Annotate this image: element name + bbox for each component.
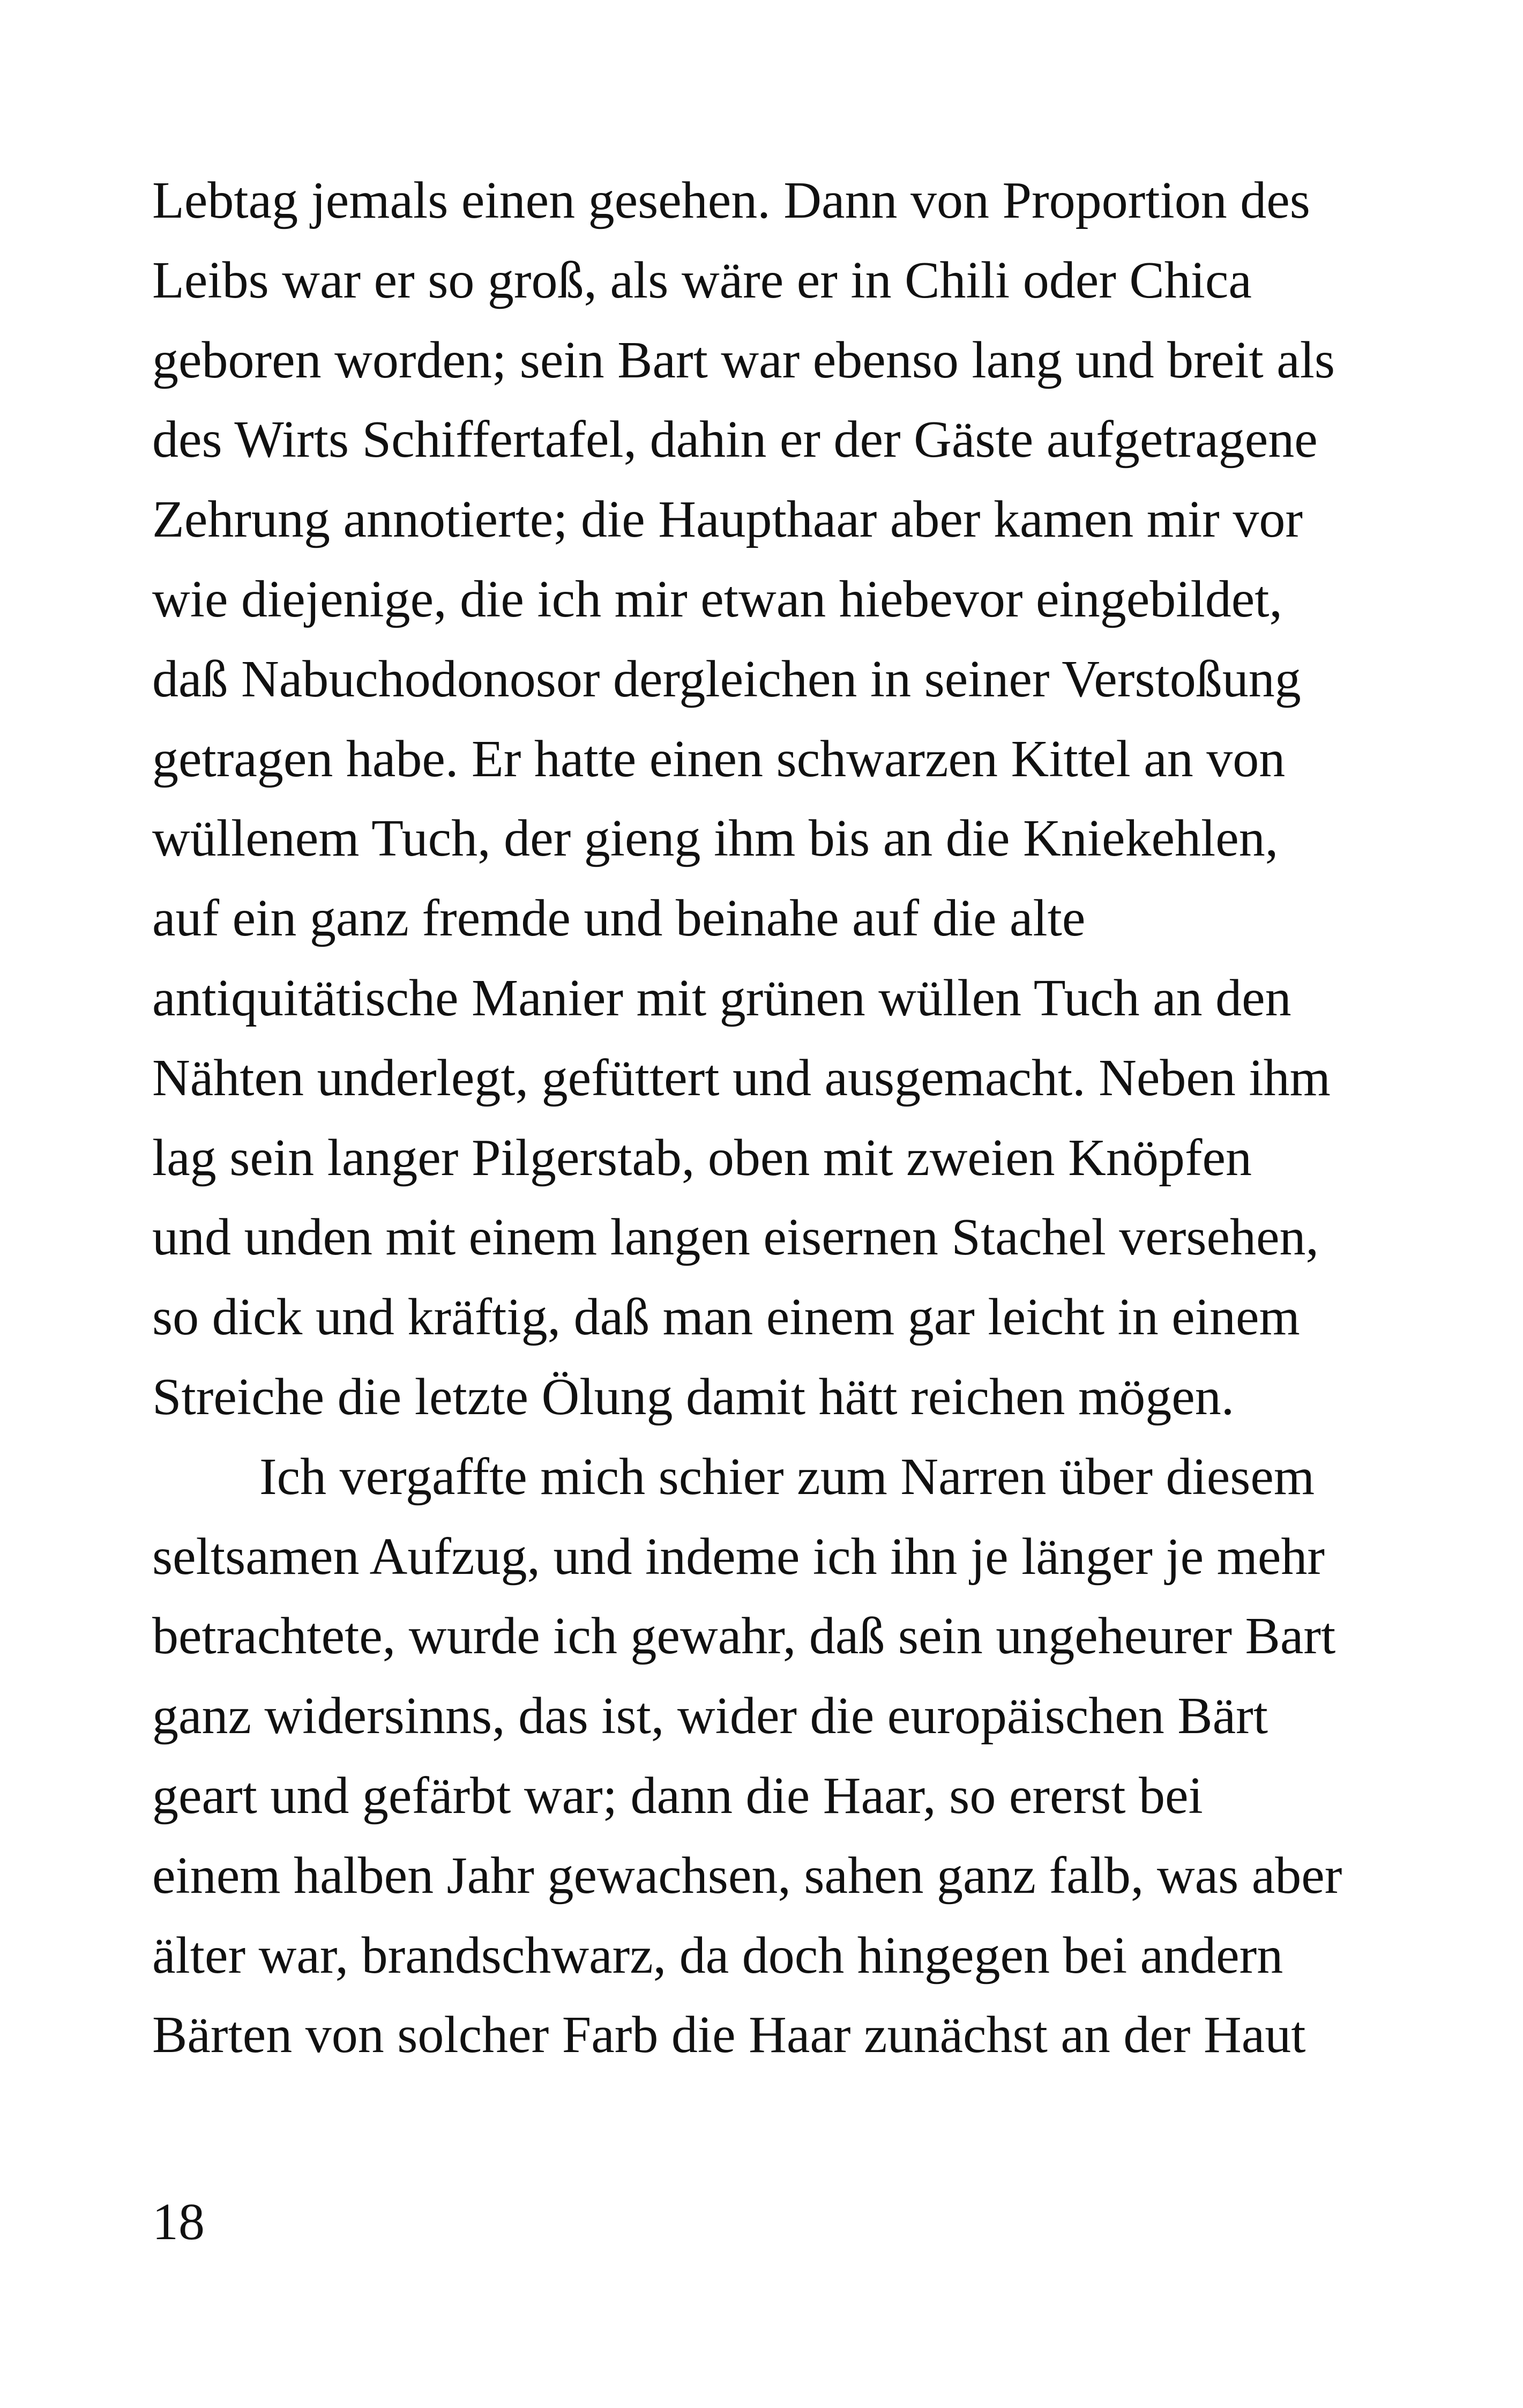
text-line: wie diejenige, die ich mir etwan hiebevor eingebildet, [152, 570, 1282, 628]
text-line: Bärten von solcher Farb die Haar zunächst an der Haut [152, 2006, 1306, 2064]
text-line: betrachtete, wurde ich gewahr, daß sein ungeheurer Bart [152, 1607, 1336, 1666]
text-line: ganz widersinns, das ist, wider die europäischen Bärt [152, 1687, 1268, 1745]
text-line: Lebtag jemals einen gesehen. Dann von Proportion des [152, 172, 1310, 229]
text-line: daß Nabuchodonosor dergleichen in seiner Verstoßung [152, 650, 1301, 708]
text-line: einem halben Jahr gewachsen, sahen ganz falb, was aber [152, 1846, 1342, 1905]
text-line: geart und gefärbt war; dann die Haar, so ererst bei [152, 1766, 1203, 1825]
paragraph-first-line: Ich vergaffte mich schier zum Narren über diesem [259, 1447, 1315, 1506]
text-line: des Wirts Schiffertafel, dahin er der Gäste aufgetragene [152, 411, 1318, 469]
text-line: älter war, brandschwarz, da doch hingegen bei andern [152, 1926, 1283, 1985]
text-line: getragen habe. Er hatte einen schwarzen Kittel an von [152, 730, 1286, 788]
text-line: und unden mit einem langen eisernen Stachel versehen, [152, 1208, 1319, 1267]
text-line: Streiche die letzte Ölung damit hätt reichen mögen. [152, 1367, 1235, 1426]
text-line: Leibs war er so groß, als wäre er in Chili oder Chica [152, 251, 1252, 309]
text-line: wüllenem Tuch, der gieng ihm bis an die Kniekehlen, [152, 809, 1279, 868]
text-line: Nähten underlegt, gefüttert und ausgemacht. Neben ihm [152, 1049, 1331, 1107]
page-number: 18 [152, 2193, 205, 2251]
text-line: lag sein langer Pilgerstab, oben mit zweien Knöpfen [152, 1128, 1252, 1187]
text-line: so dick und kräftig, daß man einem gar leicht in einem [152, 1288, 1300, 1347]
text-line: antiquitätische Manier mit grünen wüllen Tuch an den [152, 969, 1291, 1027]
text-line: auf ein ganz fremde und beinahe auf die alte [152, 889, 1086, 948]
text-line: Zehrung annotierte; die Haupthaar aber kamen mir vor [152, 490, 1303, 549]
text-line: geboren worden; sein Bart war ebenso lang und breit als [152, 331, 1335, 389]
body-text [152, 161, 1385, 2075]
text-line: seltsamen Aufzug, und indeme ich ihn je länger je mehr [152, 1527, 1325, 1586]
